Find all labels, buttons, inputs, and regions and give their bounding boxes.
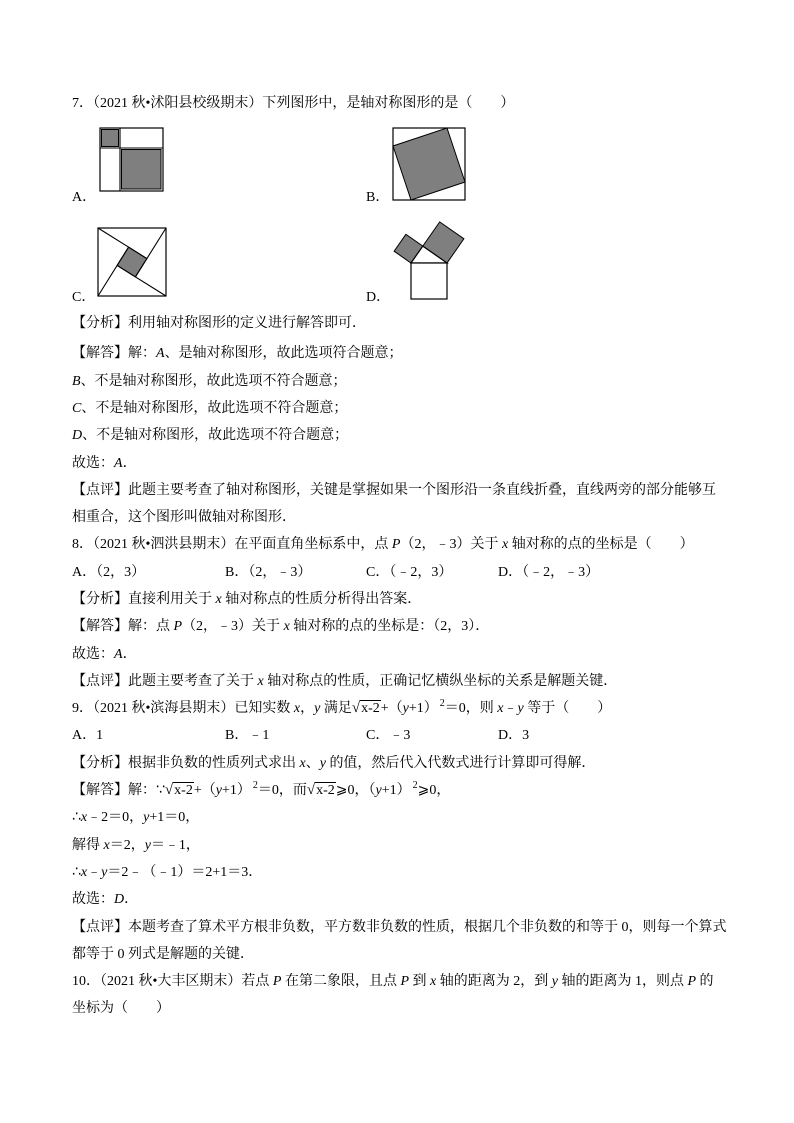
text-run: ∴: [72, 810, 81, 826]
text-line: [72, 941, 732, 968]
italic-variable: y: [144, 837, 151, 853]
option-label: B．: [225, 728, 249, 744]
text-run: 满足: [320, 701, 352, 717]
text-run: ．: [122, 455, 137, 471]
italic-variable: C: [72, 400, 82, 416]
text-line: [72, 832, 732, 859]
text-run: ⩾0，（: [335, 783, 376, 799]
text-run: 的: [696, 974, 714, 990]
text-line: [72, 641, 732, 668]
q8-options: [72, 559, 732, 586]
italic-variable: x: [501, 537, 509, 553]
option-b: [225, 722, 366, 749]
option-text: 3: [522, 728, 530, 744]
text-run: 【分析】直接利用关于: [72, 592, 216, 607]
text-run: 轴的距离为 1，则点: [557, 974, 688, 990]
radical-sign: √: [164, 782, 174, 799]
q9-stem: [72, 695, 732, 722]
q7-solution: [72, 310, 732, 531]
italic-variable: B: [72, 373, 81, 389]
text-run: ﹣: [503, 701, 518, 717]
option-a: [72, 559, 225, 586]
option-label: D．: [498, 564, 523, 580]
text-run: ﹣: [87, 864, 102, 880]
text-run: 、不是轴对称图形，故此选项不符合题意；: [82, 428, 349, 444]
italic-variable: x: [257, 673, 264, 689]
text-run: 【分析】利用轴对称图形的定义进行解答即可．: [72, 316, 366, 332]
text-line: [72, 859, 732, 886]
italic-variable: x: [430, 974, 437, 990]
superscript: 2: [252, 780, 258, 792]
large-gray-square: [122, 150, 162, 190]
text-line: [72, 613, 732, 640]
italic-variable: y: [551, 974, 558, 990]
text-run: ⩾0，: [417, 783, 451, 799]
italic-variable: P: [272, 974, 282, 990]
text-run: 相重合，这个图形叫做轴对称图形．: [72, 510, 296, 526]
text-run: 轴对称点的性质，正确记忆横纵坐标的关系是解题关键．: [263, 673, 618, 689]
text-run: 在第二象限，且点: [281, 974, 401, 990]
text-run: 、不是轴对称图形，故此选项不符合题意；: [81, 400, 348, 416]
text-run: ＝0，而: [257, 783, 307, 799]
italic-variable: y: [402, 701, 409, 717]
option-text: （2，3）: [96, 564, 146, 580]
option-c: [366, 722, 498, 749]
text-run: 轴的距离为 2，到: [436, 974, 552, 990]
text-run: ∴: [72, 864, 81, 880]
italic-variable: x: [103, 837, 110, 853]
italic-variable: A: [114, 455, 123, 471]
text-run: 【解答】解：: [72, 346, 156, 362]
q8-stem: [72, 531, 732, 558]
italic-variable: y: [314, 701, 321, 717]
text-run: 【解答】解：点: [72, 619, 174, 635]
italic-variable: y: [517, 701, 524, 717]
text-run: +（: [193, 783, 216, 799]
text-run: 【解答】解：∵: [72, 783, 165, 799]
italic-variable: x: [215, 592, 222, 607]
text-run: 、: [305, 755, 320, 771]
italic-variable: A: [156, 346, 165, 362]
italic-variable: y: [319, 755, 326, 771]
text-run: ﹣2＝0，: [87, 810, 144, 826]
option-label: C．: [366, 728, 390, 744]
text-line: [72, 340, 732, 367]
text-line: [72, 695, 732, 722]
text-line: [72, 750, 732, 777]
option-d: [498, 722, 529, 749]
text-line: [72, 531, 732, 558]
text-run: 7．（2021 秋•沭阳县校级期末）下列图形中，是轴对称图形的是（ ）: [72, 96, 515, 112]
text-run: +1）: [408, 701, 438, 717]
italic-variable: A: [114, 646, 123, 662]
figure-d-label: D．: [366, 290, 391, 305]
text-run: 故选：: [72, 892, 114, 908]
text-run: 【点评】本题考查了算术平方根非负数，平方数非负数的性质，根据几个非负数的和等于 0，则每一个算式: [72, 919, 727, 935]
text-line: [72, 395, 732, 422]
italic-variable: x: [299, 755, 306, 771]
italic-variable: y: [375, 783, 382, 799]
text-line: [72, 586, 732, 613]
text-run: ＝﹣1，: [150, 837, 200, 853]
italic-variable: x: [497, 701, 504, 717]
radical-sign: √: [351, 700, 361, 717]
q10-stem: [72, 968, 732, 1023]
italic-variable: P: [173, 619, 183, 635]
text-run: 9．（2021 秋•滨海县期末）已知实数: [72, 701, 294, 717]
text-run: 都等于 0 列式是解题的关键．: [72, 946, 254, 962]
text-run: 到: [409, 974, 431, 990]
text-run: 的值，然后代入代数式进行计算即可得解．: [325, 755, 596, 771]
q8-solution: [72, 586, 732, 695]
figure-d: [390, 219, 467, 302]
text-line: [72, 450, 732, 477]
text-run: 解得: [72, 837, 104, 853]
italic-variable: y: [101, 864, 108, 880]
superscript: 2: [439, 698, 445, 710]
text-run: 、是轴对称图形，故此选项符合题意；: [164, 346, 403, 362]
text-line: [72, 804, 732, 831]
italic-variable: x: [293, 701, 301, 717]
italic-variable: P: [391, 537, 401, 553]
option-label: C．: [366, 564, 390, 580]
italic-variable: D: [114, 892, 125, 908]
option-c: [366, 559, 498, 586]
radicand: x-2: [361, 701, 380, 717]
italic-variable: y: [215, 783, 222, 799]
text-run: 【点评】此题主要考查了轴对称图形，关键是掌握如果一个图形沿一条直线折叠，直线两旁的部分能够互: [72, 482, 716, 498]
option-label: A．: [72, 564, 97, 580]
text-run: 轴对称点的性质分析得出答案．: [221, 592, 422, 607]
text-line: [72, 90, 514, 117]
q9-solution: [72, 750, 732, 968]
italic-variable: P: [400, 974, 410, 990]
text-run: ．: [124, 892, 139, 908]
superscript: 2: [412, 780, 418, 792]
radicand: x-2: [174, 783, 193, 799]
text-line: [72, 477, 732, 504]
italic-variable: x: [283, 619, 290, 635]
q7-stem: [72, 90, 514, 117]
q9-options: [72, 722, 732, 749]
figure-c: [96, 226, 168, 298]
option-label: B．: [225, 564, 249, 580]
small-gray-square: [102, 130, 119, 147]
option-text: （2，﹣3）: [248, 564, 312, 580]
italic-variable: y: [143, 810, 150, 826]
text-run: ＝2﹣（﹣1）＝2+1＝3．: [107, 864, 263, 880]
text-run: （2，﹣3）关于: [400, 537, 502, 553]
text-run: 坐标为（ ）: [72, 1001, 170, 1017]
option-text: ﹣3: [389, 728, 411, 744]
option-text: 1: [96, 728, 104, 744]
text-run: 【分析】根据非负数的性质列式求出: [72, 755, 300, 771]
option-label: D．: [498, 728, 523, 744]
text-run: 轴对称的点的坐标是：（2，3）．: [289, 619, 490, 635]
text-run: ＝2，: [109, 837, 145, 853]
text-run: +1＝0，: [149, 810, 200, 826]
text-run: ．: [122, 646, 137, 662]
text-run: +1）: [221, 783, 251, 799]
text-run: +1）: [381, 783, 411, 799]
option-b: [225, 559, 366, 586]
text-run: ，: [300, 701, 315, 717]
text-run: 轴对称的点的坐标是（ ）: [508, 537, 694, 553]
text-line: [72, 968, 732, 995]
italic-variable: x: [80, 864, 88, 880]
hypotenuse-square: [411, 263, 447, 299]
italic-variable: D: [72, 428, 83, 444]
text-run: 8．（2021 秋•泗洪县期末）在平面直角坐标系中，点: [72, 537, 392, 553]
option-d: [498, 559, 599, 586]
text-line: [72, 777, 732, 804]
content-flow: [72, 310, 732, 1022]
option-text: （﹣2，﹣3）: [522, 564, 600, 580]
text-run: 10．（2021 秋•大丰区期末）若点: [72, 974, 273, 990]
radicand: x-2: [316, 783, 335, 799]
radical-sign: √: [306, 782, 316, 799]
italic-variable: P: [687, 974, 697, 990]
figure-b: [391, 126, 468, 203]
text-line: [72, 368, 732, 395]
text-line: [72, 422, 732, 449]
text-line: [72, 914, 732, 941]
text-run: 、不是轴对称图形，故此选项不符合题意；: [80, 373, 347, 389]
figure-a: [99, 127, 165, 193]
figure-c-label: C．: [72, 290, 96, 305]
option-label: A．: [72, 728, 97, 744]
option-a: [72, 722, 225, 749]
figure-a-label: A．: [72, 190, 97, 205]
italic-variable: x: [80, 810, 88, 826]
text-line: [72, 995, 732, 1022]
text-run: +（: [380, 701, 403, 717]
text-run: 等于（ ）: [523, 701, 612, 717]
text-run: ＝0，则: [444, 701, 498, 717]
text-run: 【点评】此题主要考查了关于: [72, 673, 258, 689]
text-line: [72, 310, 732, 337]
option-text: ﹣1: [248, 728, 270, 744]
figure-b-label: B．: [366, 190, 390, 205]
text-line: [72, 668, 732, 695]
option-text: （﹣2，3）: [389, 564, 453, 580]
text-line: [72, 886, 732, 913]
text-line: [72, 504, 732, 531]
text-run: 故选：: [72, 646, 114, 662]
text-run: 故选：: [72, 455, 114, 471]
text-run: （2，﹣3）关于: [182, 619, 284, 635]
